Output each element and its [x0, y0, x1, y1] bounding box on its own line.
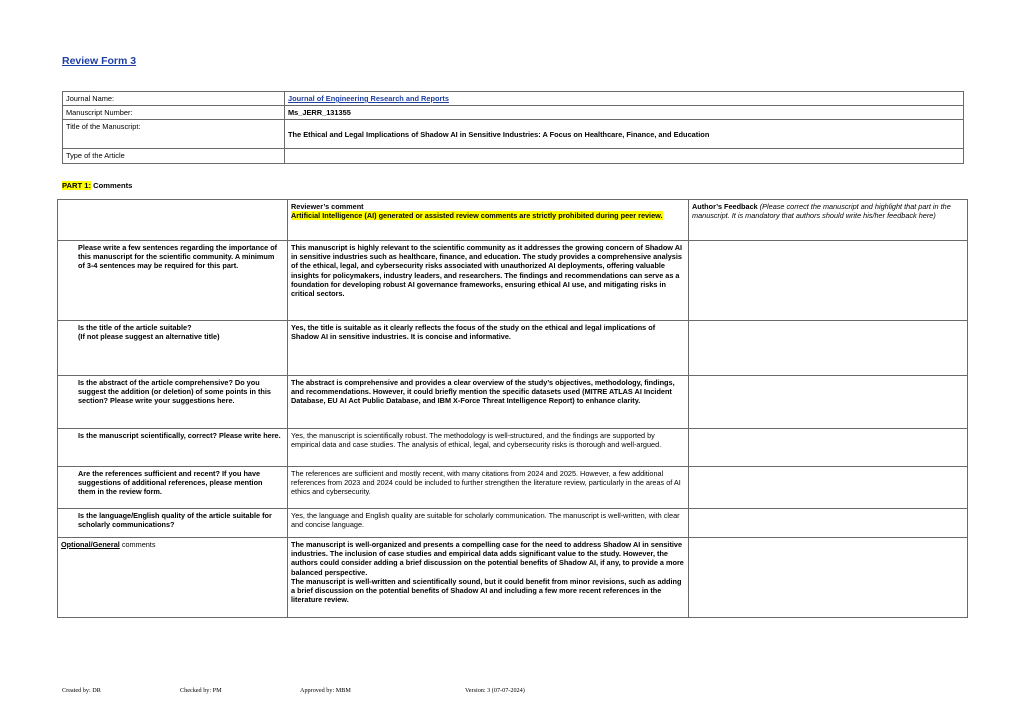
part-label: PART 1: — [62, 181, 91, 190]
ai-notice-text: Artificial Intelligence (AI) generated or assisted review comments are strictly prohibited during peer review. — [291, 211, 663, 221]
feedback-references[interactable] — [689, 467, 968, 509]
optional-answer-paragraph-1: The manuscript is well-organized and presents a compelling case for the need to address Shadow AI in sensitive industries. The inclusion of case studies and empirical data adds significant value to the study. However, the authors could consider adding a brief discussion on the potential benefits of Shadow AI, if any, to provide a more balanced perspective. — [291, 540, 684, 577]
comments-table — [57, 199, 968, 618]
question-abstract: Is the abstract of the article comprehensive? Do you suggest the addition (or deletion) of some points in this section? Please write your suggestions here. — [58, 376, 288, 429]
manuscript-info-table — [62, 91, 964, 164]
table-row — [58, 241, 968, 321]
form-title: Review Form 3 — [62, 55, 137, 67]
question-scientific: Is the manuscript scientifically, correct? Please write here. — [58, 429, 288, 467]
manuscript-number-value: Ms_JERR_131355 — [285, 106, 964, 120]
feedback-importance[interactable] — [689, 241, 968, 321]
article-type-value — [285, 149, 964, 164]
manuscript-title-label: Title of the Manuscript: — [63, 120, 285, 149]
manuscript-number-row — [63, 106, 964, 120]
answer-importance: This manuscript is highly relevant to the scientific community as it addresses the growing concern of Shadow AI in sensitive industries such as healthcare, finance, and education. The study provides a comprehensive analysis of the ethical, legal, and cybersecurity risks associated with unauthorized AI deployments, offering valuable insights for policymakers, industry leaders, and researchers. The findings and recommendations can serve as a foundation for developing robust AI governance frameworks, ensuring ethical AI use, and mitigating risks in critical sectors. — [288, 241, 689, 321]
article-type-row — [63, 149, 964, 164]
ai-prohibited-notice — [291, 211, 685, 220]
table-row — [58, 321, 968, 376]
article-type-label: Type of the Article — [63, 149, 285, 164]
feedback-scientific[interactable] — [689, 429, 968, 467]
table-row — [58, 376, 968, 429]
optional-comments-feedback[interactable] — [689, 538, 968, 618]
table-row — [58, 509, 968, 538]
feedback-abstract[interactable] — [689, 376, 968, 429]
question-language: Is the language/English quality of the article suitable for scholarly communications? — [58, 509, 288, 538]
table-row — [58, 467, 968, 509]
journal-row — [63, 92, 964, 106]
author-feedback-title: Author’s Feedback — [692, 202, 758, 211]
question-references: Are the references sufficient and recent? If you have suggestions of additional references, please mention them in the review form. — [58, 467, 288, 509]
feedback-title[interactable] — [689, 321, 968, 376]
header-author-cell — [689, 200, 968, 241]
answer-title: Yes, the title is suitable as it clearly reflects the focus of the study on the ethical and legal implications of Shadow AI in sensitive industries. It is concise and informative. — [288, 321, 689, 376]
part-heading — [62, 181, 132, 190]
footer-created-by: Created by: DR — [62, 687, 101, 694]
optional-comments-answer — [288, 538, 689, 618]
table-row — [58, 429, 968, 467]
part-title: Comments — [90, 181, 133, 190]
optional-answer-paragraph-2: The manuscript is well-written and scientifically sound, but it could benefit from minor revisions, such as adding a brief discussion on the potential benefits of Shadow AI and including a few more recent references in the literature review. — [291, 576, 682, 605]
comments-header-row — [58, 200, 968, 241]
answer-language: Yes, the language and English quality are suitable for scholarly communication. The manuscript is well-written, with clear and concise language. — [288, 509, 689, 538]
journal-label: Journal Name: — [63, 92, 285, 106]
author-feedback-note: (Please correct the manuscript and highlight that part in the manuscript. It is mandatory that authors should write his/her feedback here) — [692, 202, 951, 221]
feedback-language[interactable] — [689, 509, 968, 538]
optional-comments-label — [58, 538, 288, 618]
optional-comments-row — [58, 538, 968, 618]
footer-approved-by: Approved by: MBM — [300, 687, 351, 694]
manuscript-title-value: The Ethical and Legal Implications of Shadow AI in Sensitive Industries: A Focus on Healthcare, Finance, and Education — [285, 120, 964, 149]
footer-version: Version: 3 (07-07-2024) — [465, 687, 525, 694]
question-title: Is the title of the article suitable? (If not please suggest an alternative title) — [58, 321, 288, 376]
footer-checked-by: Checked by: PM — [180, 687, 222, 694]
header-question-cell — [58, 200, 288, 241]
answer-abstract: The abstract is comprehensive and provides a clear overview of the study’s objectives, methodology, findings, and recommendations. However, it could briefly mention the specific datasets used (MITRE ATLAS AI Incident Database, EU AI Act Public Database, and IBM X-Force Threat Intelligence Report) to enhance clarity. — [288, 376, 689, 429]
journal-link[interactable]: Journal of Engineering Research and Reports — [288, 94, 449, 103]
answer-references: The references are sufficient and mostly recent, with many citations from 2024 and 2025. However, a few additional references from 2023 and 2024 could be included to further strengthen the literature review, particularly in the areas of AI ethics and cybersecurity. — [288, 467, 689, 509]
reviewer-comment-title: Reviewer’s comment — [291, 202, 364, 211]
manuscript-title-row — [63, 120, 964, 149]
question-importance: Please write a few sentences regarding the importance of this manuscript for the scientific community. A minimum of 3-4 sentences may be required for this part. — [58, 241, 288, 321]
manuscript-number-label: Manuscript Number: — [63, 106, 285, 120]
journal-value[interactable] — [285, 92, 964, 106]
optional-general-label: Optional/General — [61, 540, 120, 549]
header-reviewer-cell — [288, 200, 689, 241]
comments-label: comments — [119, 540, 156, 549]
answer-scientific: Yes, the manuscript is scientifically robust. The methodology is well-structured, and the findings are supported by empirical data and case studies. The analysis of ethical, legal, and cybersecurity risks is thorough and well-argued. — [288, 429, 689, 467]
